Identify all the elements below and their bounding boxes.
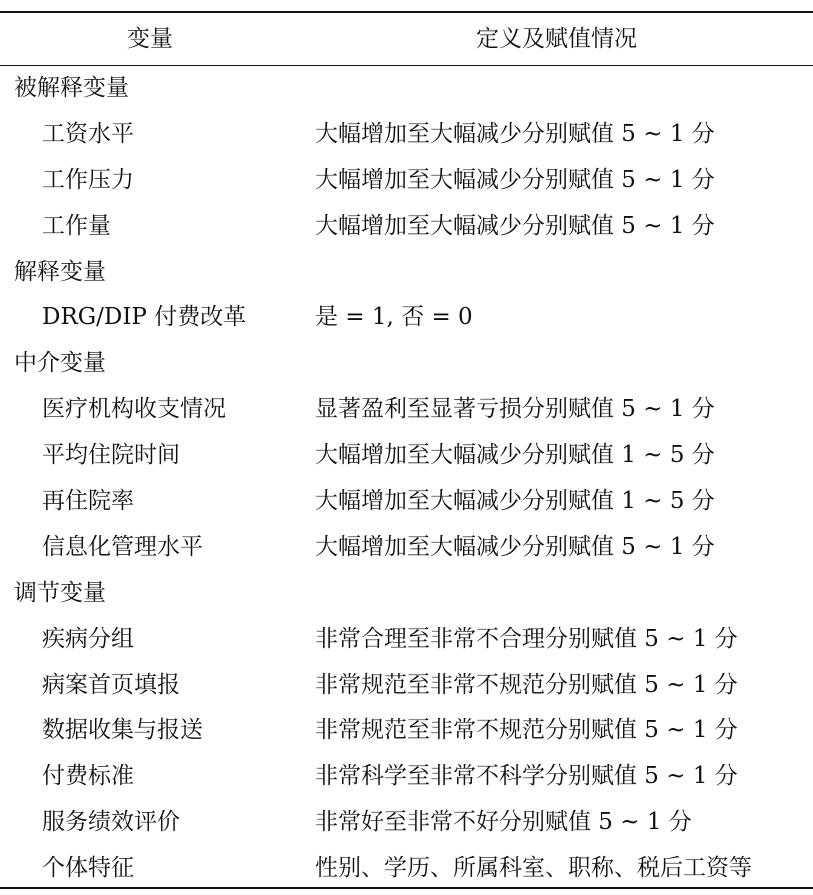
- header-variable: 变量: [127, 26, 173, 52]
- variable-definition: 大幅增加至大幅减少分别赋值 5 ~ 1 分: [315, 120, 715, 147]
- table-row: [0, 433, 813, 479]
- table-row: [0, 479, 813, 525]
- table-bottom-rule: [0, 887, 813, 889]
- variable-name: 医疗机构收支情况: [42, 396, 226, 423]
- variable-name: 付费标准: [42, 763, 134, 790]
- table-row: [0, 525, 813, 571]
- variable-name: 疾病分组: [42, 625, 134, 652]
- table-row: [0, 846, 813, 892]
- variable-name: 病案首页填报: [42, 671, 180, 698]
- variable-definition: 大幅增加至大幅减少分别赋值 5 ~ 1 分: [315, 212, 715, 239]
- variable-name: 工资水平: [42, 120, 134, 147]
- group-label: 解释变量: [14, 258, 106, 285]
- table-group-row: [0, 341, 813, 387]
- group-label: 调节变量: [14, 579, 106, 606]
- variable-name: 数据收集与报送: [42, 717, 203, 744]
- variable-definition: 是 = 1, 否 = 0: [315, 304, 473, 331]
- table-row: [0, 204, 813, 250]
- variable-definition: 大幅增加至大幅减少分别赋值 5 ~ 1 分: [315, 166, 715, 193]
- header-definition: 定义及赋值情况: [476, 26, 637, 52]
- variable-definition: 性别、学历、所属科室、职称、税后工资等: [315, 855, 752, 882]
- table-row: [0, 387, 813, 433]
- variable-name: 平均住院时间: [42, 442, 180, 469]
- variable-name: 个体特征: [42, 855, 134, 882]
- variable-definition: 非常好至非常不好分别赋值 5 ~ 1 分: [315, 809, 692, 836]
- table-body: [0, 66, 813, 892]
- variable-name: 信息化管理水平: [42, 533, 203, 560]
- variable-definition: 非常规范至非常不规范分别赋值 5 ~ 1 分: [315, 717, 738, 744]
- table-group-row: [0, 66, 813, 112]
- table-row: [0, 708, 813, 754]
- table-header: [0, 13, 813, 65]
- table-row: [0, 295, 813, 341]
- group-label: 中介变量: [14, 350, 106, 377]
- table-group-row: [0, 250, 813, 296]
- variable-name: 工作量: [42, 212, 111, 239]
- table-group-row: [0, 571, 813, 617]
- variable-definition: 非常合理至非常不合理分别赋值 5 ~ 1 分: [315, 625, 738, 652]
- variable-definition: 大幅增加至大幅减少分别赋值 5 ~ 1 分: [315, 533, 715, 560]
- table-row: [0, 158, 813, 204]
- table-row: [0, 617, 813, 663]
- variable-name: DRG/DIP 付费改革: [42, 304, 247, 331]
- variable-definition: 显著盈利至显著亏损分别赋值 5 ~ 1 分: [315, 396, 715, 423]
- variable-name: 服务绩效评价: [42, 809, 180, 836]
- group-label: 被解释变量: [14, 75, 129, 101]
- table-row: [0, 800, 813, 846]
- variable-definition: 大幅增加至大幅减少分别赋值 1 ~ 5 分: [315, 442, 715, 469]
- variable-definition: 非常科学至非常不科学分别赋值 5 ~ 1 分: [315, 763, 738, 790]
- variable-name: 工作压力: [42, 166, 134, 193]
- variable-definition: 大幅增加至大幅减少分别赋值 1 ~ 5 分: [315, 488, 715, 515]
- table-row: [0, 754, 813, 800]
- variable-definition: 非常规范至非常不规范分别赋值 5 ~ 1 分: [315, 671, 738, 698]
- variable-name: 再住院率: [42, 488, 134, 515]
- table-row: [0, 663, 813, 709]
- table-row: [0, 112, 813, 158]
